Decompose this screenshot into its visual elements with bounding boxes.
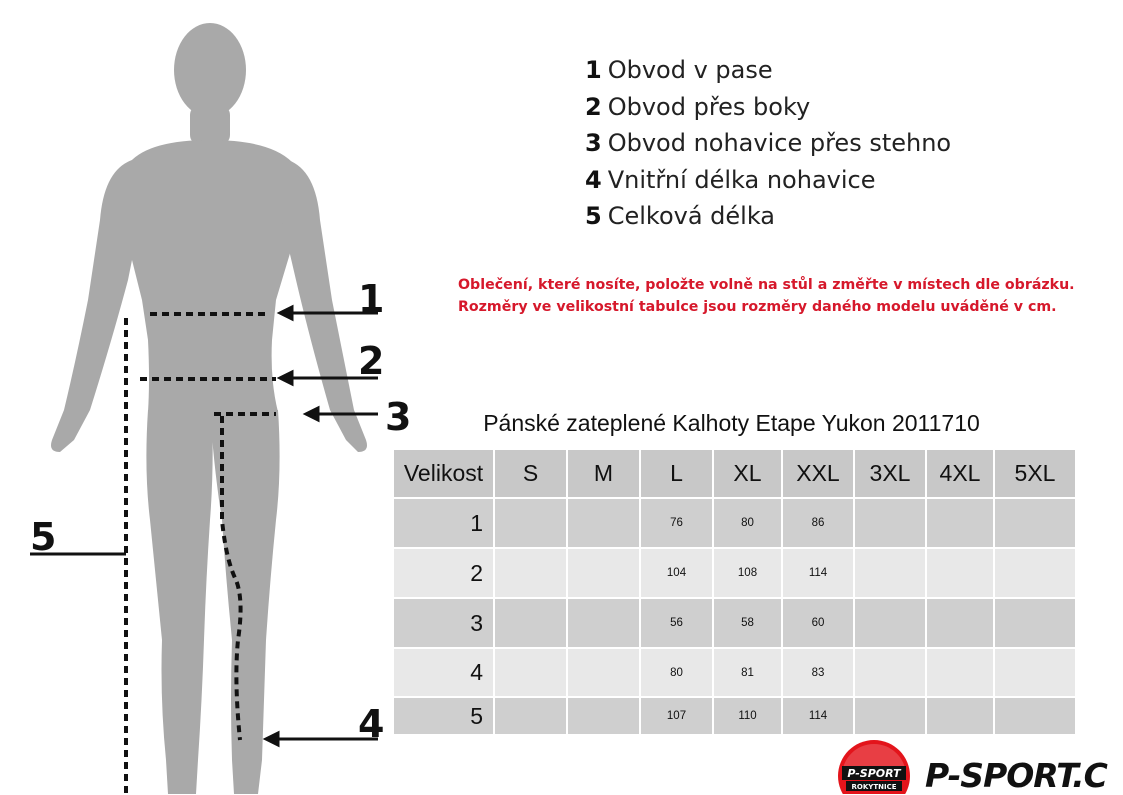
row-label: 5 [393,697,494,735]
table-cell: 110 [713,697,782,735]
note-line-2: Rozměry ve velikostní tabulce jsou rozměry daného modelu uváděné v cm. [458,299,1057,315]
table-cell: 80 [713,498,782,548]
legend-text: Celková délka [607,202,776,230]
figure-label-4: 4 [358,702,385,746]
size-header: 4XL [926,449,994,498]
row-label: 2 [393,548,494,598]
table-cell: 114 [782,697,854,735]
table-cell: 76 [640,498,713,548]
table-cell [994,697,1076,735]
measurement-legend [585,52,951,235]
size-header: XL [713,449,782,498]
table-cell: 56 [640,598,713,648]
table-cell: 60 [782,598,854,648]
table-cell: 107 [640,697,713,735]
logo-wordmark: P-SPORT.C [925,756,1107,795]
size-table [392,448,1077,736]
legend-item [585,89,951,126]
table-cell: 80 [640,648,713,697]
size-header: 3XL [854,449,926,498]
table-cell [567,648,640,697]
table-cell [494,498,567,548]
size-header: S [494,449,567,498]
legend-item [585,52,951,89]
figure-label-1: 1 [358,277,385,321]
row-label: 3 [393,598,494,648]
size-header: L [640,449,713,498]
table-cell [567,697,640,735]
legend-text: Vnitřní délka nohavice [607,165,876,194]
table-cell [494,598,567,648]
figure-label-2: 2 [358,339,385,383]
table-cell [926,548,994,598]
table-cell [926,598,994,648]
table-cell [994,648,1076,697]
legend-number: 1 [585,56,602,84]
legend-number: 3 [585,129,602,157]
table-row [393,498,1076,548]
legend-item [585,125,951,162]
table-cell [854,598,926,648]
table-cell [567,498,640,548]
table-row [393,548,1076,598]
table-cell: 81 [713,648,782,697]
table-cell [926,697,994,735]
legend-number: 5 [585,202,602,230]
size-header: XXL [782,449,854,498]
size-header: 5XL [994,449,1076,498]
table-cell [926,498,994,548]
body-figure [0,0,420,794]
table-cell: 114 [782,548,854,598]
table-cell: 58 [713,598,782,648]
measurement-note [458,274,1108,318]
table-row [393,598,1076,648]
table-title: Pánské zateplené Kalhoty Etape Yukon 2011710 [483,410,980,436]
table-cell [854,648,926,697]
legend-number: 2 [585,92,602,121]
silhouette [51,23,367,794]
legend-number: 4 [585,165,602,194]
note-line-1: Oblečení, které nosíte, položte volně na stůl a změřte v místech dle obrázku. [458,277,1075,293]
table-cell: 108 [713,548,782,598]
legend-item [585,162,951,199]
table-cell [994,548,1076,598]
figure-label-3: 3 [385,395,412,439]
table-cell [854,548,926,598]
legend-text: Obvod přes boky [607,92,811,121]
table-cell [494,697,567,735]
logo-badge-top: P-SPORT [847,767,901,780]
legend-text: Obvod v pase [607,56,773,84]
table-cell: 104 [640,548,713,598]
size-header: M [567,449,640,498]
table-cell [854,498,926,548]
table-corner-header: Velikost [393,449,494,498]
logo-badge-bottom: ROKYTNICE [851,783,897,791]
table-header-row [393,449,1076,498]
table-cell: 86 [782,498,854,548]
table-cell [567,598,640,648]
row-label: 4 [393,648,494,697]
table-cell [567,548,640,598]
table-cell: 83 [782,648,854,697]
legend-text: Obvod nohavice přes stehno [607,129,952,157]
table-cell [494,548,567,598]
table-cell [994,598,1076,648]
table-row [393,648,1076,697]
table-cell [994,498,1076,548]
table-cell [854,697,926,735]
row-label: 1 [393,498,494,548]
figure-label-5: 5 [30,515,57,559]
table-cell [494,648,567,697]
table-cell [926,648,994,697]
legend-item [585,198,951,235]
table-row [393,697,1076,735]
